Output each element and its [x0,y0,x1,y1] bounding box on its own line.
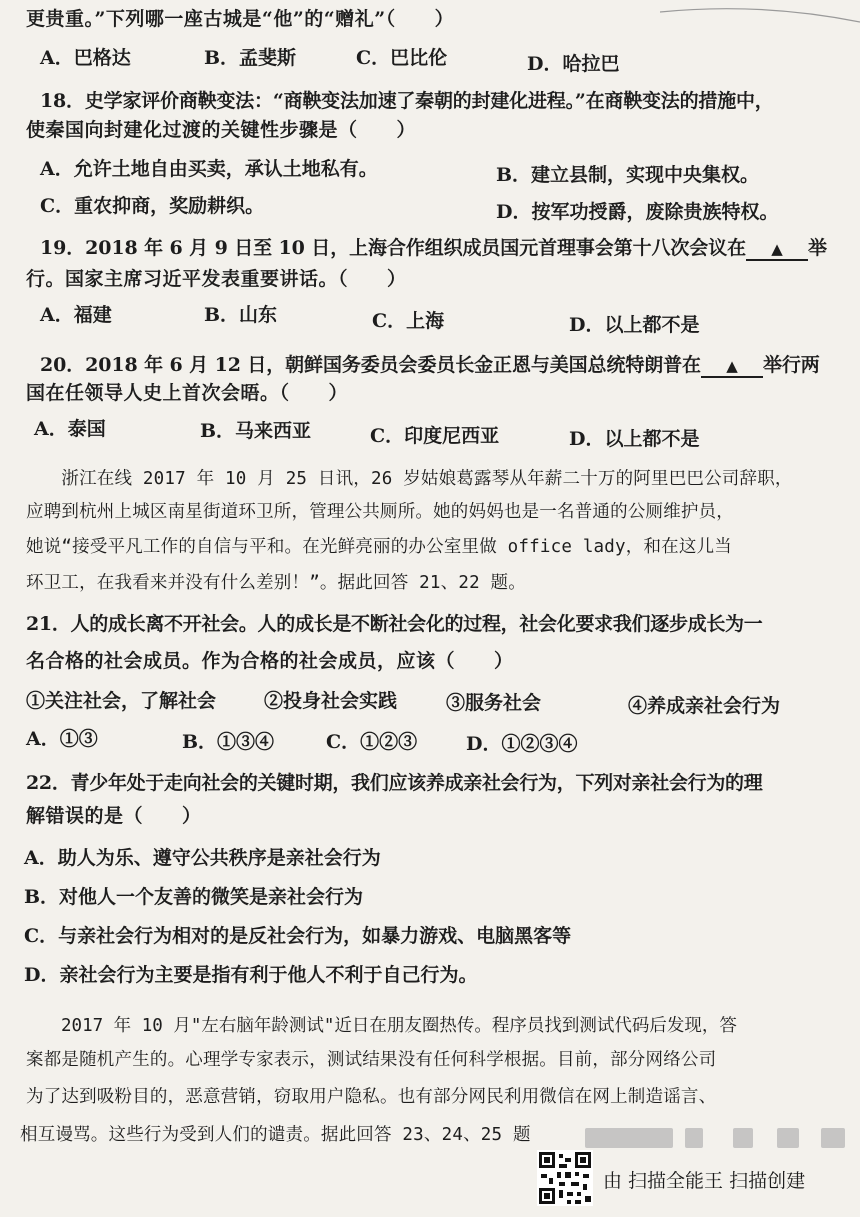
passage-1-line2: 应聘到杭州上城区南星街道环卫所，管理公共厕所。她的妈妈也是一名普通的公厕维护员， [26,502,734,522]
q21-option-b: B．①③④ [182,731,275,753]
q20-option-c: C．印度尼西亚 [370,425,500,447]
q18-option-a: A．允许土地自由买卖，承认土地私有。 [40,158,378,180]
q21-item-4: ④养成亲社会行为 [628,695,781,717]
q18-option-b: B．建立县制，实现中央集权。 [496,164,760,186]
q17-option-c: C．巴比伦 [356,47,448,69]
q19-option-b: B．山东 [204,304,278,326]
question-19-line2: 行。国家主席习近平发表重要讲话。（ ） [26,268,407,290]
q21-option-c: C．①②③ [326,731,418,753]
q21-item-3: ③服务社会 [446,692,542,714]
q20-option-d: D．以上都不是 [569,428,700,450]
q20-option-b: B．马来西亚 [200,420,312,442]
q22-option-a: A．助人为乐、遵守公共秩序是亲社会行为 [24,847,381,869]
q20-blank: ▲ [701,356,763,378]
question-21-line2: 名合格的社会成员。作为合格的社会成员，应该（ ） [26,650,514,672]
passage-2-line3: 为了达到吸粉目的，恶意营销，窃取用户隐私。也有部分网民利用微信在网上制造谣言、 [26,1087,717,1107]
passage-1-line4: 环卫工，在我看来并没有什么差别！”。据此回答 21、22 题。 [26,573,526,593]
q22-option-d: D．亲社会行为主要是指有利于他人不利于自己行为。 [24,964,478,986]
q21-item-2: ②投身社会实践 [264,690,398,712]
question-22-line2: 解错误的是（ ） [26,805,202,827]
q18-option-d: D．按军功授爵，废除贵族特权。 [496,201,779,223]
q17-option-a: A．巴格达 [40,47,131,69]
passage-2-line1: 2017 年 10 月"左右脑年龄测试"近日在朋友圈热传。程序员找到测试代码后发现，答 [26,1016,737,1036]
question-17-tail: 更贵重。”下列哪一座古城是“他”的“赠礼”（ ） [26,8,455,30]
passage-1-line1: 浙江在线 2017 年 10 月 25 日讯，26 岁姑娘葛露琴从年薪二十万的阿里巴巴公司辞职， [26,469,793,489]
passage-2-line2: 案都是随机产生的。心理学专家表示，测试结果没有任何科学根据。目前，部分网络公司 [26,1050,717,1070]
question-20-line1 [40,352,820,378]
q19-option-a: A．福建 [40,304,112,326]
question-18-line1: 18．史学家评价商鞅变法：“商鞅变法加速了秦朝的封建化进程。”在商鞅变法的措施中， [40,90,774,112]
q20-text-end: 举行两 [762,354,820,376]
q18-option-c: C．重农抑商，奖励耕织。 [40,195,265,217]
question-20-line2: 国在任领导人史上首次会晤。（ ） [26,382,349,404]
q21-item-1: ①关注社会，了解社会 [26,690,217,712]
question-19-line1 [40,235,827,261]
q21-option-d: D．①②③④ [466,733,578,755]
q19-option-d: D．以上都不是 [569,314,700,336]
q20-option-a: A．泰国 [34,418,106,440]
passage-1-line3: 她说“接受平凡工作的自信与平和。在光鲜亮丽的办公室里做 office lady，和在这儿当 [26,537,732,557]
q17-option-d: D．哈拉巴 [527,53,620,75]
q19-text-end: 举 [808,237,827,259]
question-21-line1: 21．人的成长离不开社会。人的成长是不断社会化的过程，社会化要求我们逐步成长为一 [26,613,763,635]
blurred-text-strip [585,1120,855,1150]
q17-option-b: B．孟斐斯 [204,47,297,69]
q20-text: 20．2018 年 6 月 12 日，朝鲜国务委员会委员长金正恩与美国总统特朗普在 [40,354,701,376]
passage-2-line4: 相互谩骂。这些行为受到人们的谴责。据此回答 23、24、25 题 [20,1125,531,1145]
q21-option-a: A．①③ [26,728,98,750]
scanner-credit-text: 由 扫描全能王 扫描创建 [603,1170,806,1192]
q19-blank: ▲ [746,239,808,261]
question-18-line2: 使秦国向封建化过渡的关键性步骤是（ ） [26,119,417,141]
q19-text: 19．2018 年 6 月 9 日至 10 日，上海合作组织成员国元首理事会第十八次会议在 [40,237,747,259]
q19-option-c: C．上海 [372,310,445,332]
question-22-line1: 22．青少年处于走向社会的关键时期，我们应该养成亲社会行为，下列对亲社会行为的理 [26,772,763,794]
qr-code-icon [537,1150,593,1206]
page-edge-curve [660,0,860,30]
q22-option-b: B．对他人一个友善的微笑是亲社会行为 [24,886,364,908]
scanner-watermark [537,1150,857,1208]
q22-option-c: C．与亲社会行为相对的是反社会行为，如暴力游戏、电脑黑客等 [24,925,572,947]
